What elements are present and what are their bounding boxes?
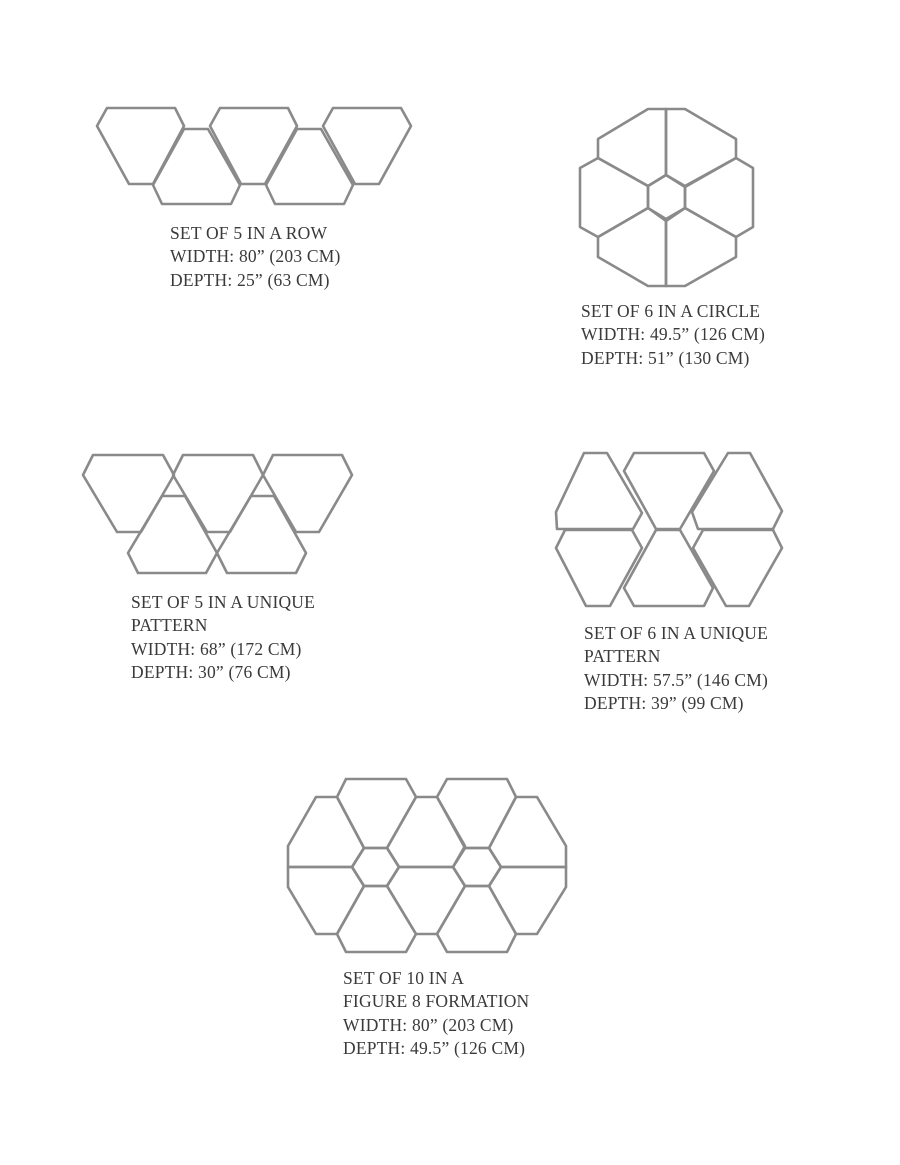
- tile-outline: [210, 108, 297, 184]
- tile-outline: [97, 108, 184, 184]
- caption-line-title: SET OF 6 IN A CIRCLE: [581, 301, 761, 321]
- caption-line-title-cont: FIGURE 8 FORMATION: [343, 991, 530, 1012]
- tile-outline: [693, 530, 782, 606]
- tile-outline: [153, 129, 240, 204]
- caption-line-width: WIDTH: 57.5” (146 CM): [584, 669, 769, 690]
- caption-line-width: WIDTH: 49.5” (126 CM): [581, 324, 766, 345]
- caption-line-title-cont: PATTERN: [584, 646, 661, 667]
- tile-outline: [217, 496, 306, 573]
- caption-line-depth: DEPTH: 51” (130 CM): [581, 347, 750, 368]
- caption-line-title: SET OF 6 IN A UNIQUE: [584, 623, 769, 643]
- caption-line-depth: DEPTH: 49.5” (126 CM): [343, 1038, 526, 1059]
- tile-outline: [83, 455, 174, 532]
- caption-set-of-5-row: [170, 222, 341, 292]
- tile-outline: [666, 109, 736, 187]
- caption-set-of-6-circle: [581, 300, 765, 370]
- tile-outline: [489, 797, 566, 867]
- tile-outline: [489, 867, 566, 934]
- caption-line-depth: DEPTH: 25” (63 CM): [170, 269, 330, 290]
- caption-set-of-5-unique: [131, 591, 315, 685]
- caption-line-title: SET OF 5 IN A ROW: [170, 223, 328, 243]
- caption-line-depth: DEPTH: 39” (99 CM): [584, 693, 744, 714]
- caption-line-width: WIDTH: 80” (203 CM): [343, 1014, 514, 1035]
- caption-line-depth: DEPTH: 30” (76 CM): [131, 662, 291, 683]
- diagram-set-of-5-unique: [83, 455, 352, 573]
- tile-outline: [437, 779, 516, 848]
- caption-line-title: SET OF 10 IN A: [343, 968, 465, 988]
- tile-outline: [323, 108, 411, 184]
- caption-line-title: SET OF 5 IN A UNIQUE: [131, 592, 316, 612]
- center-hexagon: [352, 848, 399, 886]
- tile-outline: [288, 867, 364, 934]
- diagram-set-of-10-figure-8: [288, 779, 566, 952]
- tile-outline: [685, 158, 753, 237]
- diagram-set-of-6-unique: [556, 453, 782, 606]
- caption-set-of-10-figure-8: [343, 967, 529, 1061]
- tile-outline: [128, 496, 217, 573]
- tile-outline: [337, 779, 416, 848]
- tile-outline: [666, 208, 736, 286]
- diagram-set-of-5-row: [97, 108, 411, 204]
- center-hexagon: [453, 848, 501, 886]
- tile-outline: [387, 867, 465, 934]
- caption-line-width: WIDTH: 80” (203 CM): [170, 246, 341, 267]
- center-hexagon: [648, 175, 685, 219]
- tile-outline: [173, 455, 263, 532]
- tile-outline: [598, 208, 666, 286]
- tile-outline: [266, 129, 353, 204]
- caption-line-width: WIDTH: 68” (172 CM): [131, 638, 302, 659]
- caption-line-title-cont: PATTERN: [131, 615, 208, 636]
- tile-outline: [288, 797, 364, 867]
- tile-outline: [598, 109, 666, 186]
- tile-outline: [387, 797, 465, 867]
- tile-outline: [337, 886, 416, 952]
- caption-set-of-6-unique: [584, 622, 768, 716]
- tile-outline: [692, 453, 782, 529]
- tile-outline: [437, 886, 516, 952]
- diagram-set-of-6-circle: [580, 109, 753, 286]
- tile-outline: [624, 453, 714, 529]
- tile-outline: [580, 158, 648, 237]
- tile-outline: [263, 455, 352, 532]
